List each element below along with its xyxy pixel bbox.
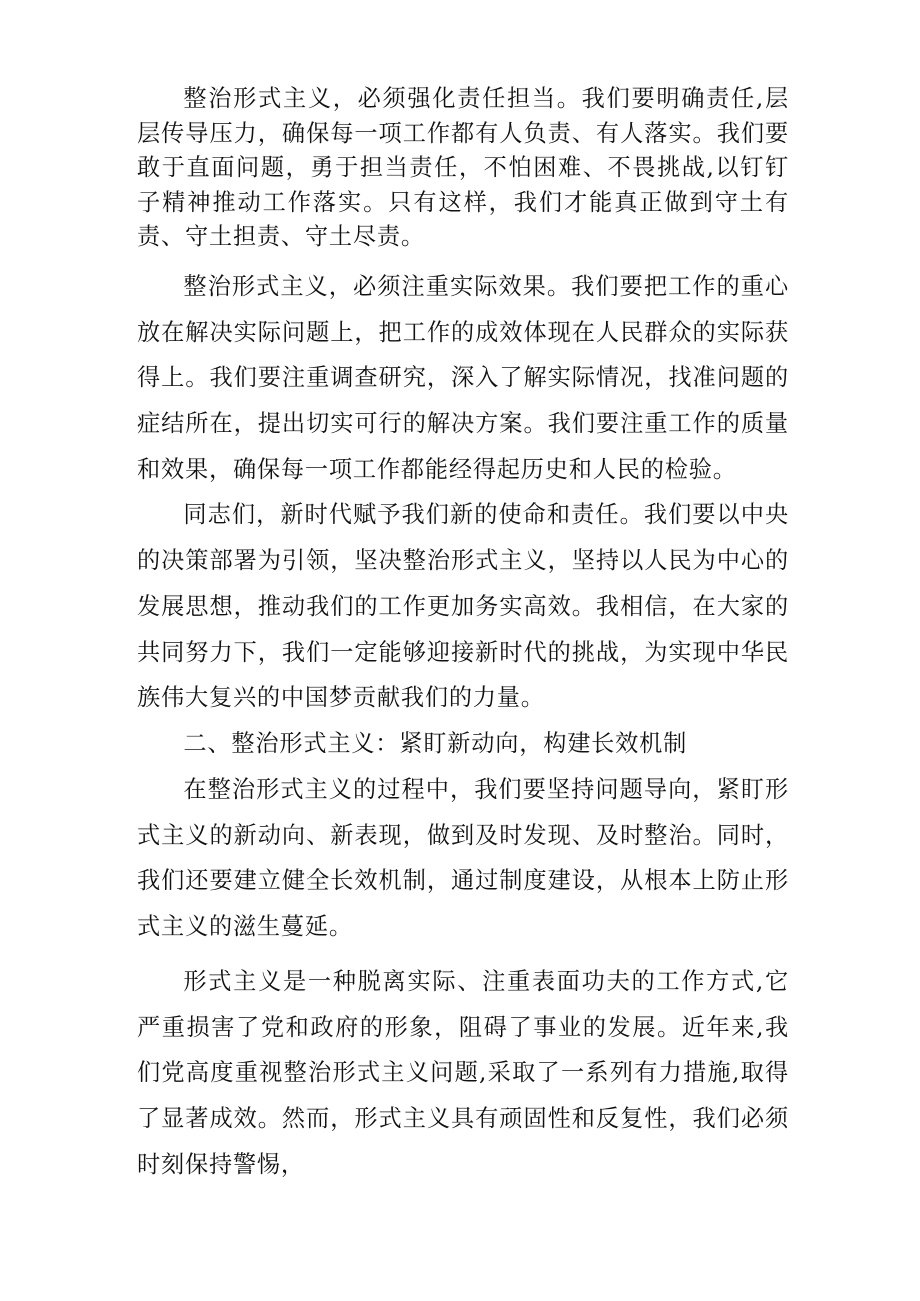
paragraph-responsibility: 整治形式主义，必须强化责任担当。我们要明确责任,层层传导压力，确保每一项工作都有人负责、有人落实。我们要敢于直面问题，勇于担当责任，不怕困难、不畏挑战,以钉钉子精神推动工作落实。只有这样，我们才能真正做到守土有责、守土担责、守土尽责。 [137, 85, 789, 251]
paragraph-problem-oriented: 在整治形式主义的过程中，我们要坚持问题导向，紧盯形式主义的新动向、新表现，做到及时发现、及时整治。同时，我们还要建立健全长效机制，通过制度建设，从根本上防止形式主义的滋生蔓延。 [137, 776, 789, 941]
document-body [137, 82, 789, 1188]
section-heading: 二、整治形式主义：紧盯新动向，构建长效机制 [183, 730, 688, 757]
paragraph-comrades: 同志们，新时代赋予我们新的使命和责任。我们要以中央的决策部署为引领，坚决整治形式主义，坚持以人民为中心的发展思想，推动我们的工作更加务实高效。我相信，在大家的共同努力下，我们一定能够迎接新时代的挑战，为实现中华民族伟大复兴的中国梦贡献我们的力量。 [137, 501, 789, 712]
paragraph-actual-effect: 整治形式主义，必须注重实际效果。我们要把工作的重心放在解决实际问题上，把工作的成效体现在人民群众的实际获得上。我们要注重调查研究，深入了解实际情况，找准问题的症结所在，提出切实可行的解决方案。我们要注重工作的质量和效果，确保每一项工作都能经得起历史和人民的检验。 [137, 272, 789, 483]
paragraph-formalism-definition: 形式主义是一种脱离实际、注重表面功夫的工作方式,它严重损害了党和政府的形象，阻碍了事业的发展。近年来,我们党高度重视整治形式主义问题,采取了一系列有力措施,取得了显著成效。然而，形式主义具有顽固性和反复性，我们必须时刻保持警惕， [137, 967, 789, 1178]
